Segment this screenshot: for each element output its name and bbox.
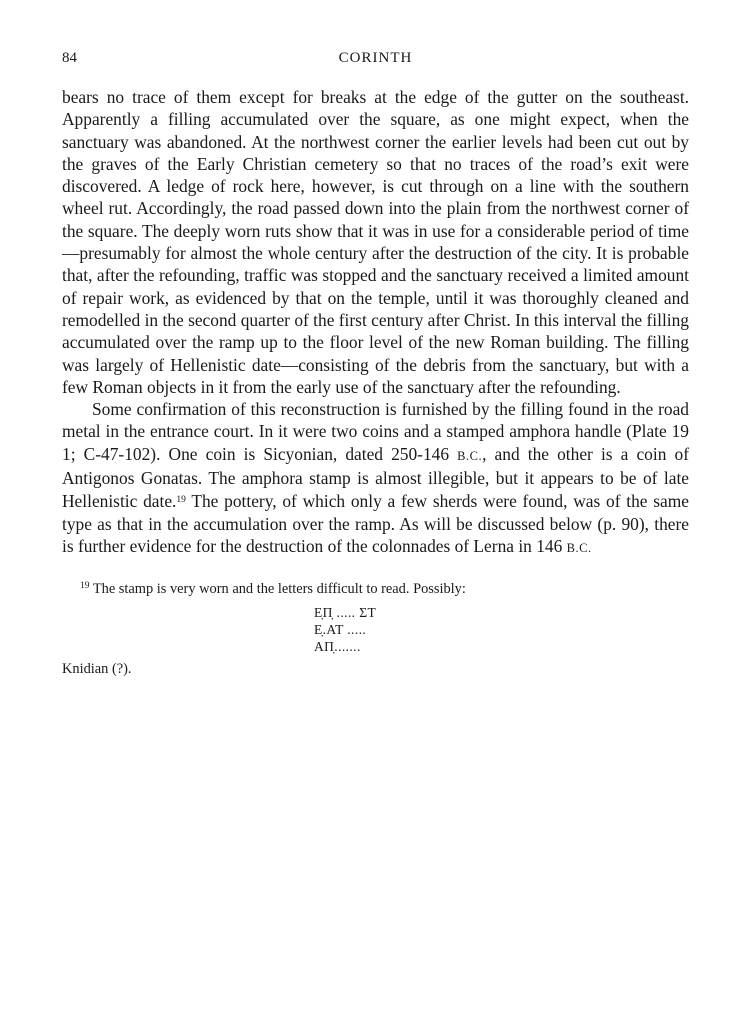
- running-head: CORINTH: [338, 50, 413, 66]
- footnote-closing: Knidian (?).: [62, 661, 132, 678]
- footnote-reference[interactable]: 19: [176, 495, 186, 506]
- inscription-line: Ε̣.ΑΤ .....: [314, 622, 367, 638]
- paragraph-2-part-3: The pottery, of which only a few sherds were found, was of the same type as that in the accumulation over the ramp. As will be discussed below (p. 90), there is further evidence for the destruction of the colonnades of Lerna in 146: [62, 491, 689, 556]
- page-header: [62, 48, 689, 70]
- footnote-number: 19: [80, 581, 90, 592]
- paragraph-2-part-1: Some confirmation of this reconstruction is furnished by the filling found in the road metal in the entrance court. In it were two coins and a stamped amphora handle (Plate 19 1; C-47-102). One coin is Sicyonian, dated 250-146: [62, 399, 689, 464]
- footnote-line: [62, 577, 689, 599]
- paragraph-2-part-2: , and the other is a coin of Antigonos Gonatas. The amphora stamp is almost illegible, but it appears to be of late Hellenistic date.: [62, 443, 689, 512]
- paragraph-1: bears no trace of them except for breaks at the edge of the gutter on the southeast. Apparently a filling accumulated over the square, as one might expect, when the sanctuary was abandoned. At the northwest corner the earlier levels had been cut out by the graves of the Early Christian cemetery so that no traces of the road’s exit were discovered. A ledge of rock here, however, is cut through on a line with the southern wheel rut. Accordingly, the road passed down into the plain from the northwest corner of the square. The deeply worn ruts show that it was in use for a considerable period of time—presumably for almost the whole century after the destruction of the city. It is probable that, after the refounding, traffic was stopped and the sanctuary received a limited amount of repair work, as evidenced by that on the temple, until it was thoroughly cleaned and remodelled in the second quarter of the first century after Christ. In this interval the filling accumulated over the ramp up to the floor level of the new Roman building. The filling was largely of Hellenistic date—consisting of the debris from the sanctuary, but with a few Roman objects in it from the early use of the sanctuary after the refounding.: [62, 87, 689, 397]
- paragraph-2: [62, 398, 689, 559]
- era-abbreviation: B.C.: [566, 540, 592, 555]
- footnote-19: [62, 577, 689, 679]
- body-text: [62, 86, 689, 559]
- inscription-line: Ε̣Π̣ ..... ΣΤ: [314, 605, 377, 621]
- footnote-text: The stamp is very worn and the letters difficult to read. Possibly:: [89, 581, 466, 598]
- era-abbreviation: B.C.: [457, 448, 483, 463]
- document-page: [62, 48, 689, 679]
- page-number: 84: [62, 50, 77, 66]
- stamp-inscription: [314, 604, 689, 655]
- inscription-line: ΑΠ̣.......: [314, 639, 361, 655]
